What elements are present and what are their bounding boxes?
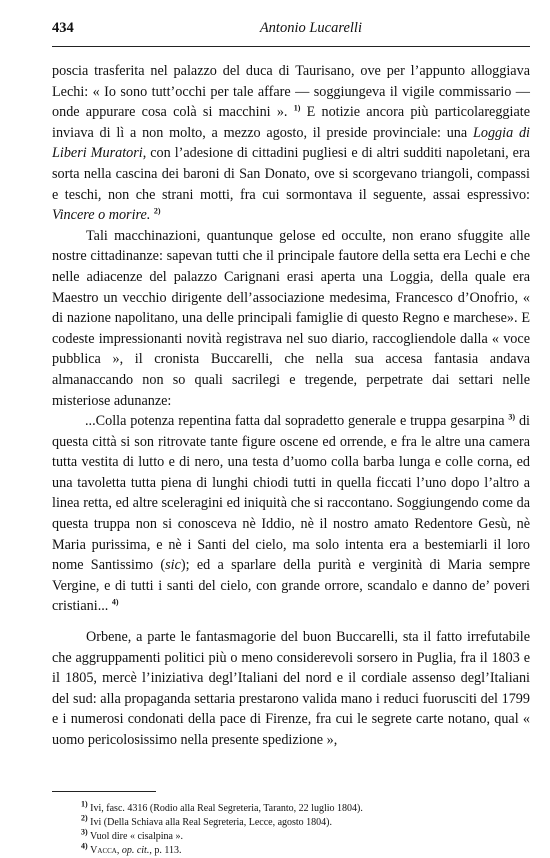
- paragraph-2: Tali macchinazioni, quantunque gelose ed occulte, non erano sfuggite alle nostre cittadinanze: sapevan tutti che il principale fautore della setta era Lechi e che nelle adiacenze del palazzo Carignani erasi aperta una Loggia, della quale era Maestro un vecchio dirigente dell’associazione medesima, Francesco d’Onofrio, « di nazione napolitano, una delle principali famiglie di questo Regno e marchese». E codeste impressionanti novità registrava nel suo diario, raccogliendole dalla « voce pubblica », il cronista Buccarelli, che nella sua accesa fantasia andava almanaccando non so quali sacrilegi e tregende, perpetrate dai settari nelle misteriose adunanze:: [52, 227, 530, 409]
- footnote-ref-2: 2): [153, 206, 161, 216]
- footnote-ref-4: 4): [111, 597, 119, 607]
- footnote-ref-1: 1): [293, 103, 301, 113]
- paragraph-1: poscia trasferita nel palazzo del duca di Taurisano, ove per l’appunto alloggiava Lechi: « Io sono tutt’occhi per tale affare — soggiungeva il vigile commissario — onde appurare cosa colà si macchini ». $^{1)}$ E notizie ancora più particolareggiate inviava di lì a non molto, a mezzo agosto, il preside provinciale: una Loggia di Liberi Muratori, con l’adesione di cittadini pugliesi e di altri sudditi napoletani, era sorta nella cascina dei baroni di San Donato, ove si scorgevano triangoli, compassi e teschi, non che strani motti, fra cui sormontava il seguente, assai espressivo: Vincere o morire. $^{2)}$: [52, 63, 531, 224]
- paragraph-3: Orbene, a parte le fantasmagorie del buon Buccarelli, sta il fatto irrefutabile che aggruppamenti politici più o meno considerevoli sorsero in Puglia, fra il 1803 e il 1805, mercè l’iniziativa degl’Italiani del nord e il cordiale assenso degl’Italiani del sud: alla propaganda settaria prestarono valida mano i reduci fuorusciti del 1799 e i numerosi condonati della pace di Firenze, fra cui le segrete carte notano, qual « uomo pericolosissimo nella presente spedizione »,: [52, 629, 530, 748]
- page-body: [52, 61, 530, 751]
- footnote-1: $^{1)}$ Ivi, fasc. 4316 (Rodio alla Real Segreteria, Taranto, 22 luglio 1804).: [81, 799, 363, 814]
- footnote-ref-3: 3): [508, 412, 516, 422]
- footnote-4: $^{4)}$ Vacca, op. cit., p. 113.: [81, 841, 182, 857]
- footnote-divider: [52, 791, 156, 792]
- footnotes: [52, 799, 530, 858]
- book-page: [52, 20, 530, 858]
- footnote-3: $^{3)}$ Vuol dire « cisalpina ».: [81, 827, 183, 842]
- page-header: [52, 20, 530, 47]
- page-number: 434: [52, 20, 74, 36]
- running-title: Antonio Lucarelli: [259, 20, 362, 36]
- footnote-2: $^{2)}$ Ivi (Della Schiava alla Real Segreteria, Lecce, agosto 1804).: [81, 813, 333, 828]
- block-quote: ...Colla potenza repentina fatta dal sopradetto generale e truppa gesarpina $^{3)}$ di questa città si son ritrovate tante figure oscene ed orrende, e fra le altre una camera tutta vestita di lutto e di nero, una testa d’uomo colla barba lunga e colle corna, ed una tavoletta tutta piena di lunghi chiodi tutti in quella ficcati l’uno dopo l’altro a linea retta, ed altre sceleragini ed iniquità che si raccontano. Soggiungendo come da questa truppa non si conosceva nè Iddio, nè il nostro amato Redentore Gesù, nè Maria purissima, e nè i Santi del cielo, ma solo intenta era a bestemiarli il loro nome Santissimo (sic); ed a sparlare della purità e verginità di Maria sempre Vergine, e di tutti i santi del cielo, con grande orrore, scandalo e danno de’ poveri cristiani... $^{4)}$: [52, 412, 531, 615]
